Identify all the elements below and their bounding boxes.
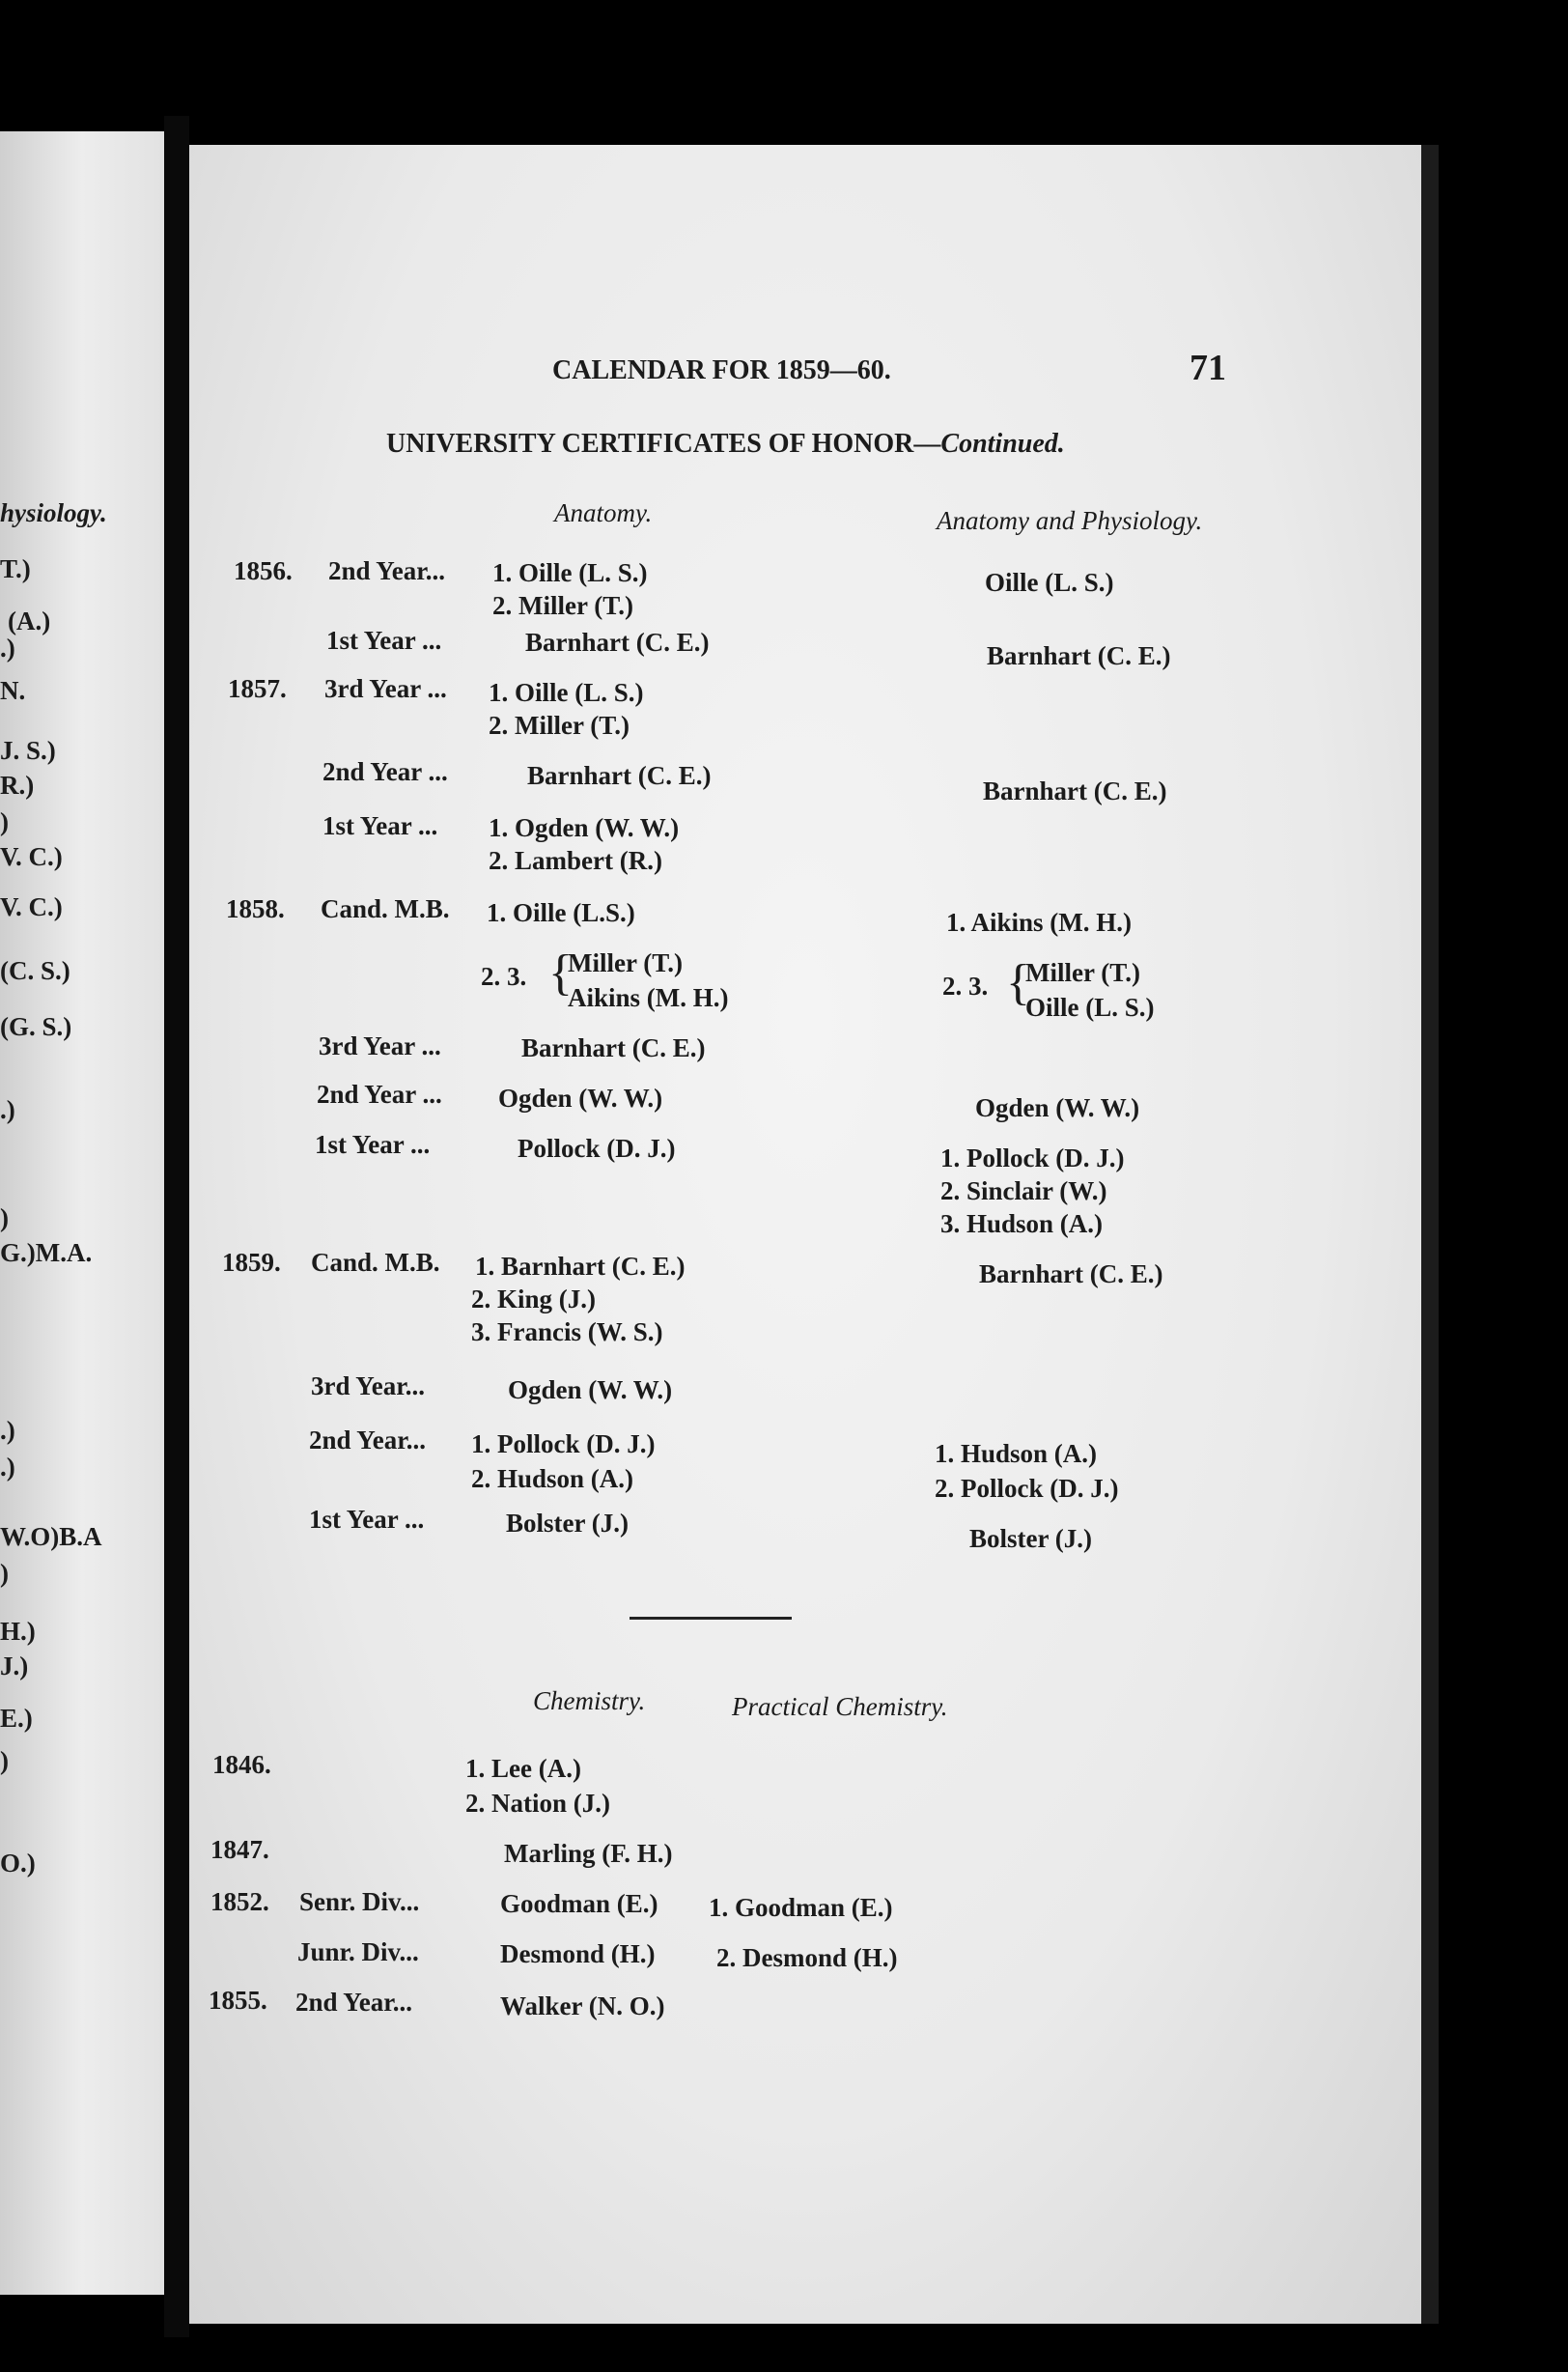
physiology-entry: 1. Aikins (M. H.) <box>946 908 1133 937</box>
class-label: Senr. Div... <box>299 1887 420 1916</box>
left-page-fragment <box>0 131 164 2295</box>
anatomy-entry: 2. Lambert (R.) <box>489 846 662 875</box>
class-label: 2nd Year ... <box>317 1080 442 1109</box>
anatomy-entry: 2. Miller (T.) <box>489 711 630 740</box>
section-title: UNIVERSITY CERTIFICATES OF HONOR—Continued. <box>386 429 1065 459</box>
left-fragment: hysiology. <box>0 498 107 527</box>
left-fragment: .) <box>0 1095 15 1124</box>
brace: { <box>1006 955 1030 1010</box>
page-edge <box>1421 145 1439 2324</box>
chemistry-entry: Walker (N. O.) <box>500 1991 665 2020</box>
physiology-entry: Barnhart (C. E.) <box>987 641 1171 670</box>
chemistry-entry: Goodman (E.) <box>500 1889 658 1918</box>
left-fragment: ) <box>0 1559 9 1588</box>
left-fragment: ) <box>0 1203 9 1232</box>
chemistry-entry: 1. Lee (A.) <box>465 1754 581 1783</box>
book-gutter <box>164 116 189 2337</box>
left-fragment: ) <box>0 807 9 836</box>
class-label: 2nd Year ... <box>322 757 448 786</box>
physiology-entry: Oille (L. S.) <box>1025 993 1155 1022</box>
class-label: 1st Year ... <box>326 626 442 655</box>
left-fragment: J.) <box>0 1652 29 1680</box>
physiology-entry: 2. Sinclair (W.) <box>940 1176 1107 1205</box>
left-fragment: N. <box>0 676 26 705</box>
chemistry-entry: 2. Nation (J.) <box>465 1789 610 1818</box>
physiology-entry: Miller (T.) <box>1025 958 1140 987</box>
anatomy-entry: Ogden (W. W.) <box>498 1084 663 1113</box>
class-label: Junr. Div... <box>297 1937 419 1966</box>
class-label: 2nd Year... <box>295 1988 413 2017</box>
anatomy-entry-number: 2. 3. <box>481 962 527 991</box>
left-fragment: J. S.) <box>0 736 56 765</box>
year-label: 1857. <box>228 674 287 703</box>
year-label: 1855. <box>209 1986 267 2015</box>
class-label: Cand. M.B. <box>311 1248 440 1277</box>
anatomy-entry: Barnhart (C. E.) <box>525 628 710 657</box>
anatomy-entry: 3. Francis (W. S.) <box>471 1317 663 1346</box>
anatomy-heading: Anatomy. <box>554 498 653 527</box>
anatomy-entry: 1. Oille (L. S.) <box>492 558 648 587</box>
left-fragment: H.) <box>0 1617 36 1646</box>
anatomy-entry: Pollock (D. J.) <box>518 1134 676 1163</box>
left-fragment: T.) <box>0 554 31 583</box>
anatomy-entry: Bolster (J.) <box>506 1509 629 1538</box>
class-label: 3rd Year ... <box>319 1031 441 1060</box>
running-title: CALENDAR FOR 1859—60. <box>552 355 891 385</box>
left-fragment: .) <box>0 634 15 663</box>
physiology-entry: Ogden (W. W.) <box>975 1093 1140 1122</box>
left-fragment: ) <box>0 1746 9 1775</box>
class-label: 1st Year ... <box>315 1130 431 1159</box>
class-label: 2nd Year... <box>309 1426 427 1454</box>
anatomy-entry: 1. Oille (L.S.) <box>487 898 635 927</box>
physiology-entry: Bolster (J.) <box>969 1524 1092 1553</box>
left-fragment: .) <box>0 1416 15 1445</box>
year-label: 1852. <box>210 1887 269 1916</box>
left-fragment: R.) <box>0 771 35 800</box>
left-fragment: V. C.) <box>0 842 63 871</box>
year-label: 1847. <box>210 1835 269 1864</box>
anatomy-entry: Miller (T.) <box>568 948 683 977</box>
anatomy-entry: 2. Hudson (A.) <box>471 1464 634 1493</box>
physiology-entry: Oille (L. S.) <box>985 568 1114 597</box>
document-page <box>189 145 1421 2324</box>
page-number: 71 <box>1190 348 1226 388</box>
left-fragment: (C. S.) <box>0 956 70 985</box>
class-label: 2nd Year... <box>328 556 446 585</box>
practical-chemistry-heading: Practical Chemistry. <box>732 1692 948 1721</box>
physiology-entry-number: 2. 3. <box>942 972 989 1001</box>
anatomy-entry: 1. Barnhart (C. E.) <box>475 1252 686 1281</box>
class-label: 3rd Year... <box>311 1371 425 1400</box>
left-fragment: (G. S.) <box>0 1012 72 1041</box>
practical-chemistry-entry: 1. Goodman (E.) <box>709 1893 893 1922</box>
left-fragment: (A.) <box>8 607 51 635</box>
year-label: 1859. <box>222 1248 281 1277</box>
physiology-entry: Barnhart (C. E.) <box>979 1259 1163 1288</box>
anatomy-entry: Ogden (W. W.) <box>508 1375 673 1404</box>
physiology-entry: 2. Pollock (D. J.) <box>935 1474 1119 1503</box>
anatomy-entry: 2. Miller (T.) <box>492 591 633 620</box>
class-label: 1st Year ... <box>322 811 438 840</box>
left-fragment: V. C.) <box>0 892 63 921</box>
left-fragment: G.)M.A. <box>0 1238 93 1267</box>
year-label: 1846. <box>212 1750 271 1779</box>
physiology-entry: 3. Hudson (A.) <box>940 1209 1104 1238</box>
anatomy-entry: 1. Ogden (W. W.) <box>489 813 680 842</box>
anatomy-entry: Barnhart (C. E.) <box>527 761 712 790</box>
anatomy-entry: 1. Oille (L. S.) <box>489 678 644 707</box>
physiology-entry: 1. Hudson (A.) <box>935 1439 1098 1468</box>
anatomy-entry: 1. Pollock (D. J.) <box>471 1429 656 1458</box>
class-label: 3rd Year ... <box>324 674 447 703</box>
brace: { <box>548 946 573 1001</box>
anatomy-entry: 2. King (J.) <box>471 1285 597 1313</box>
year-label: 1858. <box>226 894 285 923</box>
anatomy-entry: Aikins (M. H.) <box>568 983 729 1012</box>
left-fragment: .) <box>0 1453 15 1482</box>
class-label: 1st Year ... <box>309 1505 425 1534</box>
left-fragment: O.) <box>0 1849 36 1878</box>
chemistry-entry: Desmond (H.) <box>500 1939 656 1968</box>
chemistry-heading: Chemistry. <box>533 1686 646 1715</box>
physiology-entry: 1. Pollock (D. J.) <box>940 1144 1125 1172</box>
physiology-entry: Barnhart (C. E.) <box>983 777 1167 805</box>
practical-chemistry-entry: 2. Desmond (H.) <box>716 1943 898 1972</box>
section-divider <box>630 1617 792 1620</box>
class-label: Cand. M.B. <box>321 894 450 923</box>
anatomy-physiology-heading: Anatomy and Physiology. <box>937 506 1203 535</box>
chemistry-entry: Marling (F. H.) <box>504 1839 673 1868</box>
year-label: 1856. <box>234 556 293 585</box>
anatomy-entry: Barnhart (C. E.) <box>521 1033 706 1062</box>
left-fragment: E.) <box>0 1704 33 1733</box>
left-fragment: W.O)B.A <box>0 1522 102 1551</box>
